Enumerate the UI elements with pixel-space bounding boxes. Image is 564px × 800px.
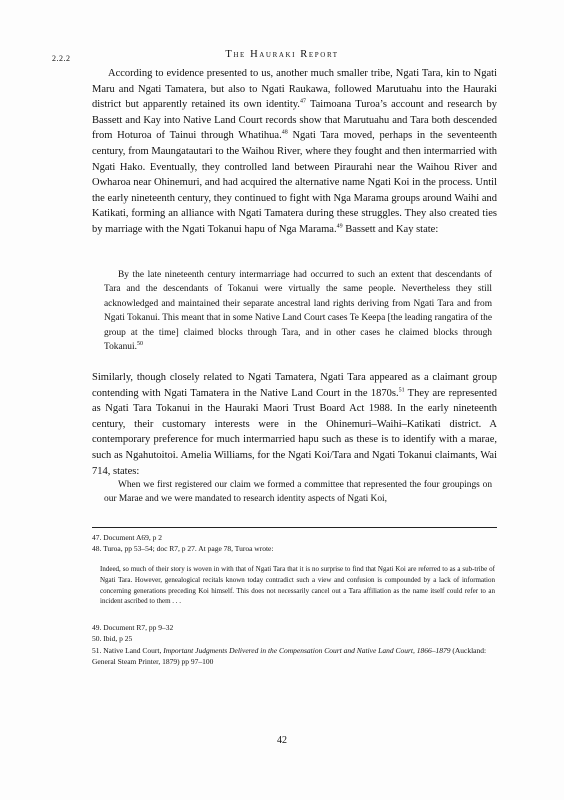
footnote-ref-49[interactable]: 49	[336, 223, 343, 230]
paragraph-2-text-a: Similarly, though closely related to Ngati Tamatera, Ngati Tara appeared as a claimant group contending with Ngati Tamatera in the Native Land Court in the 1870s.	[92, 372, 497, 399]
footnote-ref-51[interactable]: 51	[398, 387, 405, 394]
footnote-48-quote: Indeed, so much of their story is woven in with that of Ngati Tara that it is no surprise to find that Ngati Koi are referred to as a sub-tribe of Ngati Tara. However, genealogical recitals known today contradict such a view and confusion is compounded by a lack of information concerning generations preceding Koi himself. This does not necessarily cancel out a Tara affiliation as the name itself could refer to an incident ascribed to them . . .	[100, 565, 495, 606]
block-quote-1-text: By the late nineteenth century intermarriage had occurred to such an extent that descendants of Tara and the descendants of Tokanui were virtually the same people. Nevertheless they still acknowledged and maintained their separate ancestral land rights deriving from Ngati Tara and from Ngati Tokanui. This meant that in some Native Land Court cases Te Keepa [the leading rangatira of the group at the time] claimed blocks through Tara, and in other cases he claimed blocks through Tokanui.	[104, 270, 492, 353]
footnote-51-title: Important Judgments Delivered in the Compensation Court and Native Land Court, 1866–1879	[163, 645, 451, 655]
footnote-ref-48[interactable]: 48	[281, 129, 288, 136]
block-quote-1	[104, 268, 492, 354]
paragraph-1-text-b: Taimoana Turoa’s account and research by Bassett and Kay into Native Land Court records show that Marutuahu and Tara both descended from Hoturoa of Tainui through Whatihua.	[92, 99, 497, 142]
footnote-ref-47[interactable]: 47	[299, 98, 306, 105]
footnotes-bottom	[92, 622, 497, 668]
paragraph-2-text-b: They are represented as Ngati Tara Tokanui in the Hauraki Maori Trust Board Act 1988. In the early nineteenth century, their customary interests were in the Ohinemuri–Waihi–Katikati district. A contemporary preference for much intermarried hapu such as these is to identify with a marae, such as Ngahutoitoi. Amelia Williams, for the Ngati Koi/Tara and Ngati Tokanui claimants, Wai 714, states:	[92, 387, 497, 477]
paragraph-2	[92, 370, 497, 479]
paragraph-1-text-a: According to evidence presented to us, another much smaller tribe, Ngati Tara, kin to Ngati Maru and Ngati Tamatera, but also to Ngati Raukawa, followed Marutuahu into the Hauraki district but apparently retained its own identity.	[92, 68, 497, 111]
footnote-51-text-a: 51. Native Land Court,	[92, 645, 164, 655]
footnotes-top	[92, 532, 497, 555]
block-quote-2	[104, 478, 492, 507]
footnote-51	[92, 645, 497, 668]
paragraph-1-text-d: Bassett and Kay state:	[342, 223, 439, 235]
footnote-50: 50. Ibid, p 25	[92, 634, 133, 644]
page-number: 42	[277, 735, 287, 746]
paragraph-1-text-c: Ngati Tara moved, perhaps in the seventeenth century, from Maungatautari to the Waihou River, where they fought and then intermarried with Ngati Hako. Eventually, they controlled land between Piraurahi near the Waihou River and Owharoa near Ohinemuri, and had acquired the alternative name Ngati Koi in the process. Until the early nineteenth century, they continued to fight with Nga Marama groups around Waihi and Katikati, forming an alliance with Ngati Tamatera during these struggles. They also created ties by marriage with the Ngati Tokanui hapu of Nga Marama.	[92, 130, 497, 235]
paragraph-1	[92, 66, 497, 238]
footnote-ref-50[interactable]: 50	[136, 340, 143, 347]
footnote-51-text-b: (Auckland: General Steam Printer, 1879) pp 97–100	[92, 645, 487, 667]
section-number: 2.2.2	[52, 54, 71, 63]
footnote-48: 48. Turoa, pp 53–54; doc R7, p 27. At page 78, Turoa wrote:	[92, 544, 274, 554]
footnote-49: 49. Document R7, pp 9–32	[92, 623, 174, 632]
running-head: The Hauraki Report	[225, 49, 339, 60]
footnote-47: 47. Document A69, p 2	[92, 533, 162, 542]
block-quote-2-text: When we first registered our claim we formed a committee that represented the four groupings on our Marae and we were mandated to research identity aspects of Ngati Koi,	[104, 480, 492, 505]
footnote-divider	[92, 527, 497, 528]
